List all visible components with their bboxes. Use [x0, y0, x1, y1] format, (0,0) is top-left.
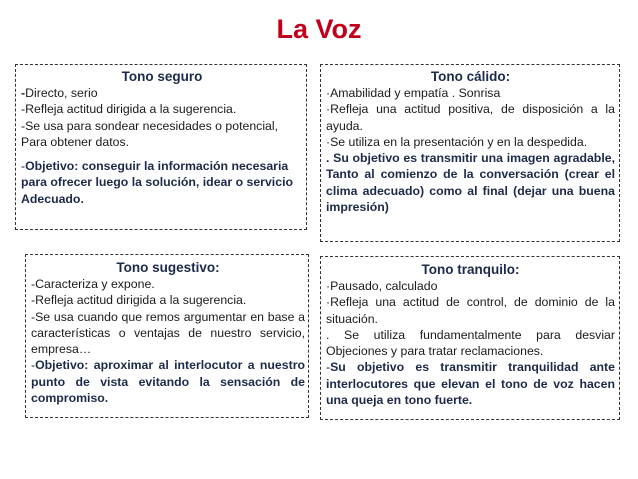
- box-line: -Se usa para sondear necesidades o potencial, Para obtener datos.: [21, 118, 279, 149]
- box-tono-tranquilo: [320, 256, 620, 420]
- box-line: -Refleja actitud dirigida a la sugerencia.: [21, 102, 237, 117]
- dash: -: [326, 360, 331, 375]
- box-line: ·Se utiliza en la presentación y en la despedida.: [326, 134, 588, 149]
- box-heading: Tono sugestivo:: [116, 260, 220, 275]
- box-line: -Refleja actitud dirigida a la sugerencia.: [31, 293, 247, 308]
- dash: -: [21, 86, 26, 100]
- dash: -: [21, 159, 26, 174]
- box-heading: Tono tranquilo:: [421, 262, 520, 277]
- box-line: [21, 85, 303, 101]
- box-tono-sugestivo: [25, 254, 309, 418]
- box-objective: [31, 357, 305, 406]
- objective-text: Objetivo: conseguir la información necesaria para ofrecer luego la solución, idear o servicio Adecuado.: [21, 159, 293, 206]
- box-objective: [326, 359, 615, 408]
- box-line: . Se utiliza fundamentalmente para desviar Objeciones y para tratar reclamaciones.: [326, 327, 615, 359]
- objective-text: Su objetivo es transmitir tranquilidad ante interlocutores que elevan el tono de voz hacen una queja en tono fuerte.: [326, 360, 615, 408]
- box-line: -Caracteriza y expone.: [31, 277, 155, 291]
- box-line: -Se usa cuando que remos argumentar en base a características o ventajas de nuestro servicio, empresa…: [31, 309, 305, 357]
- box-heading: Tono seguro: [121, 69, 203, 84]
- box-line: ·Amabilidad y empatía . Sonrisa: [326, 86, 501, 100]
- line-text: Directo, serio: [25, 86, 98, 100]
- box-objective: . Su objetivo es transmitir una imagen agradable, Tanto al comienzo de la conversación (crear el clima adecuado) como al final (dejar una buena impresión): [326, 151, 615, 215]
- box-tono-seguro: [15, 64, 307, 230]
- page-title: La Voz: [276, 14, 362, 44]
- box-objective: [21, 158, 303, 207]
- dash: -: [31, 358, 36, 373]
- box-line: ·Refleja una actitud de control, de dominio de la situación.: [326, 295, 615, 326]
- box-tono-calido: [320, 64, 620, 242]
- objective-text: Objetivo: aproximar al interlocutor a nuestro punto de vista evitando la sensación de compromiso.: [31, 358, 305, 406]
- box-line: ·Pausado, calculado: [326, 279, 438, 293]
- box-line: ·Refleja una actitud positiva, de disposición a la ayuda.: [326, 102, 615, 133]
- box-heading: Tono cálido:: [430, 69, 511, 84]
